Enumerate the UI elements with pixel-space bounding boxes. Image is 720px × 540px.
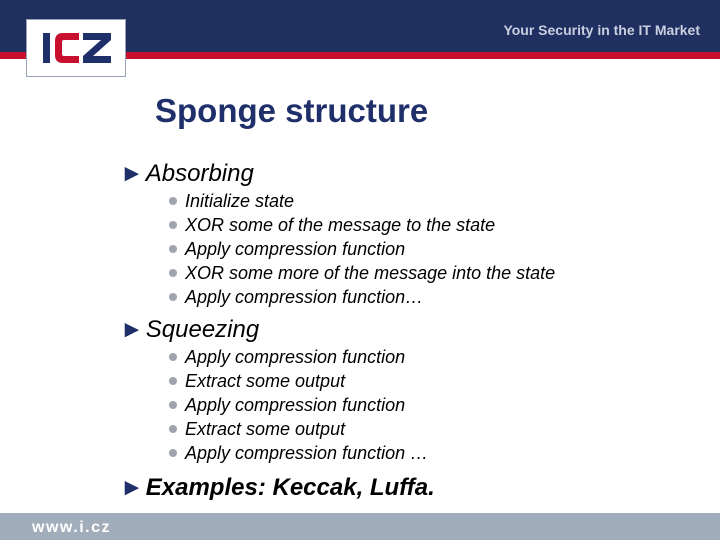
list-item: XOR some more of the message into the state: [169, 261, 555, 285]
bullet-icon: [169, 245, 177, 253]
icz-logo-icon: [27, 20, 125, 76]
bullet-icon: [169, 425, 177, 433]
bullet-icon: [169, 293, 177, 301]
bullet-icon: [169, 353, 177, 361]
list-item: XOR some of the message to the state: [169, 213, 555, 237]
list-item: Initialize state: [169, 189, 555, 213]
icz-logo: [26, 19, 126, 77]
examples-text: Examples: Keccak, Luffa.: [145, 474, 435, 501]
section-squeezing: [120, 316, 259, 344]
bullet-icon: [169, 449, 177, 457]
list-item: Apply compression function…: [169, 285, 555, 309]
list-item: Apply compression function: [169, 393, 428, 417]
section-heading: Squeezing: [145, 316, 260, 343]
bullet-icon: [169, 401, 177, 409]
section-examples: [120, 474, 435, 502]
bullet-icon: [169, 269, 177, 277]
list-item: Apply compression function …: [169, 441, 428, 465]
list-item: Apply compression function: [169, 345, 428, 369]
list-item: Extract some output: [169, 369, 428, 393]
list-item: Extract some output: [169, 417, 428, 441]
footer-url[interactable]: www.i.cz: [32, 519, 111, 536]
header-tagline: Your Security in the IT Market: [503, 22, 700, 38]
triangle-bullet-icon: ►: [120, 474, 144, 501]
slide-title: Sponge structure: [155, 92, 429, 129]
triangle-bullet-icon: ►: [120, 316, 144, 343]
squeezing-list: [169, 345, 428, 465]
bullet-icon: [169, 377, 177, 385]
list-item: Apply compression function: [169, 237, 555, 261]
section-absorbing: [120, 160, 254, 188]
bullet-icon: [169, 197, 177, 205]
section-heading: Absorbing: [145, 160, 254, 187]
triangle-bullet-icon: ►: [120, 160, 144, 187]
bullet-icon: [169, 221, 177, 229]
absorbing-list: [169, 189, 555, 309]
